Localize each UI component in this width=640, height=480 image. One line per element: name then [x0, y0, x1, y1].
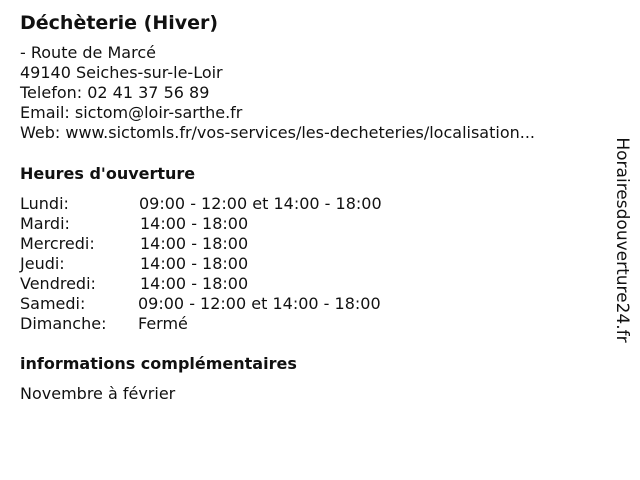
email-address: Email: sictom@loir-sarthe.fr: [20, 103, 243, 122]
opening-hours-table: [20, 194, 580, 334]
time-value: 14:00 - 18:00: [140, 214, 249, 233]
additional-info-heading: informations complémentaires: [20, 354, 297, 373]
hours-row-sunday: [20, 314, 580, 334]
time-value: Fermé: [138, 314, 188, 333]
opening-hours-heading: Heures d'ouverture: [20, 164, 196, 183]
street-address: - Route de Marcé: [20, 43, 156, 62]
day-label: Dimanche:: [20, 314, 107, 333]
day-label: Samedi:: [20, 294, 86, 313]
hours-row-thursday: [20, 254, 580, 274]
time-value: 14:00 - 18:00: [140, 234, 249, 253]
address-block: [20, 43, 535, 143]
day-label: Vendredi:: [20, 274, 96, 293]
day-label: Mercredi:: [20, 234, 95, 253]
hours-row-saturday: [20, 294, 580, 314]
page-title: Déchèterie (Hiver): [20, 12, 219, 34]
day-label: Jeudi:: [20, 254, 65, 273]
hours-row-tuesday: [20, 214, 580, 234]
time-value: 14:00 - 18:00: [140, 254, 249, 273]
day-label: Lundi:: [20, 194, 69, 213]
city-address: 49140 Seiches-sur-le-Loir: [20, 63, 223, 82]
website-link[interactable]: Web: www.sictomls.fr/vos-services/les-decheteries/localisation...: [20, 123, 535, 142]
time-value: 09:00 - 12:00 et 14:00 - 18:00: [139, 194, 382, 213]
hours-row-friday: [20, 274, 580, 294]
phone-number: Telefon: 02 41 37 56 89: [20, 83, 210, 102]
time-value: 09:00 - 12:00 et 14:00 - 18:00: [138, 294, 381, 313]
time-value: 14:00 - 18:00: [140, 274, 249, 293]
hours-row-monday: [20, 194, 580, 214]
hours-row-wednesday: [20, 234, 580, 254]
day-label: Mardi:: [20, 214, 70, 233]
site-watermark: Horairesdouverture24.fr: [612, 137, 632, 343]
additional-info-text: Novembre à février: [20, 384, 176, 403]
